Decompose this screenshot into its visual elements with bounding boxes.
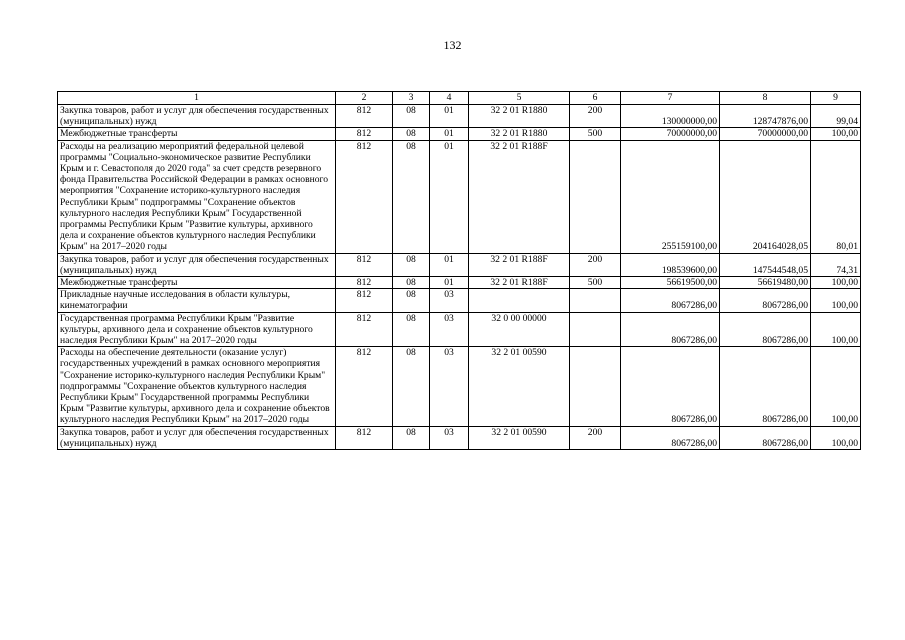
row-code-2: 812 <box>336 128 393 140</box>
row-code-5: 32 2 01 R188F <box>469 253 570 276</box>
row-value-9: 100,00 <box>811 312 861 347</box>
table-row <box>58 140 861 253</box>
header-cell: 9 <box>811 92 861 105</box>
row-value-8: 8067286,00 <box>720 289 811 312</box>
row-value-7: 130000000,00 <box>621 105 720 128</box>
row-code-6 <box>570 289 621 312</box>
row-name: Межбюджетные трансферты <box>58 128 336 140</box>
row-name: Закупка товаров, работ и услуг для обеспечения государственных (муниципальных) нужд <box>58 105 336 128</box>
row-code-4: 03 <box>430 347 469 426</box>
row-value-8: 147544548,05 <box>720 253 811 276</box>
row-value-9: 74,31 <box>811 253 861 276</box>
row-code-3: 08 <box>393 312 430 347</box>
row-code-4: 03 <box>430 426 469 449</box>
header-cell: 4 <box>430 92 469 105</box>
row-name: Прикладные научные исследования в области культуры, кинематографии <box>58 289 336 312</box>
row-code-6: 500 <box>570 277 621 289</box>
row-code-6: 200 <box>570 105 621 128</box>
row-code-5: 32 2 01 R188F <box>469 277 570 289</box>
row-value-7: 8067286,00 <box>621 312 720 347</box>
row-value-8: 128747876,00 <box>720 105 811 128</box>
row-code-3: 08 <box>393 140 430 253</box>
table-row <box>58 128 861 140</box>
row-name: Государственная программа Республики Крым "Развитие культуры, архивного дела и сохранение объектов культурного наследия Республики Крым" на 2017–2020 годы <box>58 312 336 347</box>
table-row <box>58 253 861 276</box>
header-cell: 1 <box>58 92 336 105</box>
row-value-9: 100,00 <box>811 347 861 426</box>
row-value-9: 99,04 <box>811 105 861 128</box>
row-value-8: 70000000,00 <box>720 128 811 140</box>
row-code-4: 01 <box>430 277 469 289</box>
row-code-5: 32 2 01 00590 <box>469 426 570 449</box>
row-value-9: 100,00 <box>811 426 861 449</box>
row-code-3: 08 <box>393 128 430 140</box>
row-code-4: 01 <box>430 105 469 128</box>
row-code-6: 200 <box>570 426 621 449</box>
row-code-5: 32 0 00 00000 <box>469 312 570 347</box>
row-code-5: 32 2 01 R188F <box>469 140 570 253</box>
row-code-2: 812 <box>336 426 393 449</box>
row-value-8: 8067286,00 <box>720 426 811 449</box>
row-name: Закупка товаров, работ и услуг для обеспечения государственных (муниципальных) нужд <box>58 426 336 449</box>
budget-table <box>57 91 861 450</box>
table-row <box>58 289 861 312</box>
row-value-7: 8067286,00 <box>621 426 720 449</box>
header-cell: 6 <box>570 92 621 105</box>
header-cell: 5 <box>469 92 570 105</box>
row-value-8: 8067286,00 <box>720 347 811 426</box>
table-row <box>58 426 861 449</box>
row-name: Расходы на обеспечение деятельности (оказание услуг) государственных учреждений в рамках основного мероприятия "Сохранение историко-культурного наследия Республики Крым" подпрограммы "Сохранение объектов культурного наследия Республики Крым" Государственной программы Республики Крым "Развитие культуры, архивного дела и сохранение объектов культурного наследия Республики Крым" на 2017–2020 годы <box>58 347 336 426</box>
table-row <box>58 277 861 289</box>
row-value-9: 100,00 <box>811 277 861 289</box>
row-code-6 <box>570 312 621 347</box>
row-code-2: 812 <box>336 347 393 426</box>
header-cell: 2 <box>336 92 393 105</box>
row-code-2: 812 <box>336 277 393 289</box>
row-code-6 <box>570 347 621 426</box>
header-row <box>58 92 861 105</box>
row-value-7: 8067286,00 <box>621 347 720 426</box>
row-code-6: 200 <box>570 253 621 276</box>
row-code-5: 32 2 01 R1880 <box>469 105 570 128</box>
table-row <box>58 105 861 128</box>
row-code-4: 03 <box>430 289 469 312</box>
row-name: Закупка товаров, работ и услуг для обеспечения государственных (муниципальных) нужд <box>58 253 336 276</box>
row-code-5 <box>469 289 570 312</box>
row-name: Межбюджетные трансферты <box>58 277 336 289</box>
row-code-5: 32 2 01 R1880 <box>469 128 570 140</box>
table-row <box>58 312 861 347</box>
row-value-7: 8067286,00 <box>621 289 720 312</box>
row-value-7: 70000000,00 <box>621 128 720 140</box>
row-code-4: 01 <box>430 253 469 276</box>
row-code-4: 01 <box>430 140 469 253</box>
row-code-2: 812 <box>336 140 393 253</box>
header-cell: 7 <box>621 92 720 105</box>
row-code-3: 08 <box>393 105 430 128</box>
row-value-7: 198539600,00 <box>621 253 720 276</box>
row-value-9: 80,01 <box>811 140 861 253</box>
row-code-2: 812 <box>336 312 393 347</box>
row-code-3: 08 <box>393 426 430 449</box>
header-cell: 8 <box>720 92 811 105</box>
row-code-2: 812 <box>336 289 393 312</box>
row-code-3: 08 <box>393 253 430 276</box>
row-value-8: 204164028,05 <box>720 140 811 253</box>
row-code-6 <box>570 140 621 253</box>
row-code-3: 08 <box>393 289 430 312</box>
row-code-3: 08 <box>393 277 430 289</box>
row-value-8: 56619480,00 <box>720 277 811 289</box>
row-value-9: 100,00 <box>811 128 861 140</box>
row-value-7: 56619500,00 <box>621 277 720 289</box>
header-cell: 3 <box>393 92 430 105</box>
row-code-2: 812 <box>336 253 393 276</box>
row-value-8: 8067286,00 <box>720 312 811 347</box>
row-code-4: 03 <box>430 312 469 347</box>
row-name: Расходы на реализацию мероприятий федеральной целевой программы "Социально-экономическое развитие Республики Крым и г. Севастополя до 2020 года" за счет средств резервного фонда Правительства Российской Федерации в рамках основного мероприятия "Сохранение историко-культурного наследия Республики Крым" подпрограммы "Сохранение объектов культурного наследия Республики Крым" Государственной программы Республики Крым "Развитие культуры, архивного дела и сохранение объектов культурного наследия Республики Крым" на 2017–2020 годы <box>58 140 336 253</box>
row-code-5: 32 2 01 00590 <box>469 347 570 426</box>
row-code-3: 08 <box>393 347 430 426</box>
row-code-4: 01 <box>430 128 469 140</box>
row-value-7: 255159100,00 <box>621 140 720 253</box>
table-body <box>58 92 861 450</box>
page-number: 132 <box>443 38 462 52</box>
table-row <box>58 347 861 426</box>
row-code-2: 812 <box>336 105 393 128</box>
row-code-6: 500 <box>570 128 621 140</box>
row-value-9: 100,00 <box>811 289 861 312</box>
